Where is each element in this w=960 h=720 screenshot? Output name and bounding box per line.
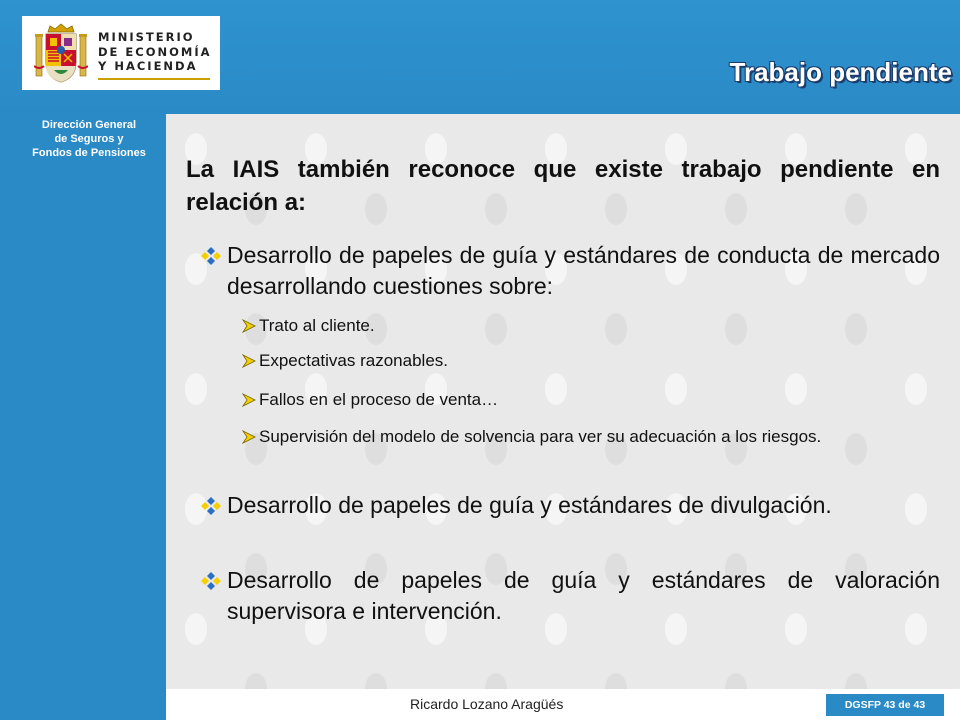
four-diamond-bullet-icon (200, 496, 222, 516)
ministry-line-2: DE ECONOMÍA (98, 44, 212, 59)
ministry-underline (98, 78, 210, 80)
spanish-coat-of-arms-icon (34, 22, 88, 86)
ministry-logo (22, 16, 220, 90)
bullet-item-3-text: Desarrollo de papeles de guía y estándares de valoración supervisora e intervención. (227, 567, 940, 624)
content-heading: La IAIS también reconoce que existe trabajo pendiente en relación a: (186, 156, 940, 216)
bullet-item-3 (200, 565, 940, 627)
sub-bullet-1-text: Trato al cliente. (259, 316, 375, 335)
ministry-line-3: Y HACIENDA (98, 59, 198, 73)
department-line-3: Fondos de Pensiones (32, 147, 146, 159)
four-diamond-bullet-icon (200, 571, 222, 591)
arrow-bullet-icon (242, 319, 256, 333)
arrow-bullet-icon (242, 393, 256, 407)
arrow-bullet-icon (242, 430, 256, 444)
slide-title: Trabajo pendiente (729, 57, 952, 87)
bullet-item-2-text: Desarrollo de papeles de guía y estándares de divulgación. (227, 492, 832, 518)
footer-author: Ricardo Lozano Aragüés (410, 696, 564, 712)
sub-bullet-4 (242, 424, 940, 450)
bullet-item-2 (200, 490, 940, 521)
sub-bullet-2 (242, 348, 940, 374)
sub-bullet-3-text: Fallos en el proceso de venta… (259, 390, 499, 409)
sub-bullet-3 (242, 387, 940, 413)
bullet-item-1-text: Desarrollo de papeles de guía y estándares de conducta de mercado desarrollando cuestiones sobre: (227, 242, 940, 299)
department-line-2: de Seguros y (54, 133, 124, 145)
four-diamond-bullet-icon (200, 246, 222, 266)
ministry-name (98, 30, 212, 74)
arrow-bullet-icon (242, 354, 256, 368)
page-number-badge: DGSFP 43 de 43 (826, 694, 944, 716)
ministry-line-1: MINISTERIO (98, 30, 195, 44)
sub-bullet-4-text: Supervisión del modelo de solvencia para ver su adecuación a los riesgos. (259, 427, 822, 446)
department-label (0, 118, 178, 160)
bullet-item-1 (200, 240, 940, 302)
sub-bullet-1 (242, 313, 940, 339)
sub-bullet-2-text: Expectativas razonables. (259, 351, 448, 370)
department-line-1: Dirección General (41, 119, 137, 131)
